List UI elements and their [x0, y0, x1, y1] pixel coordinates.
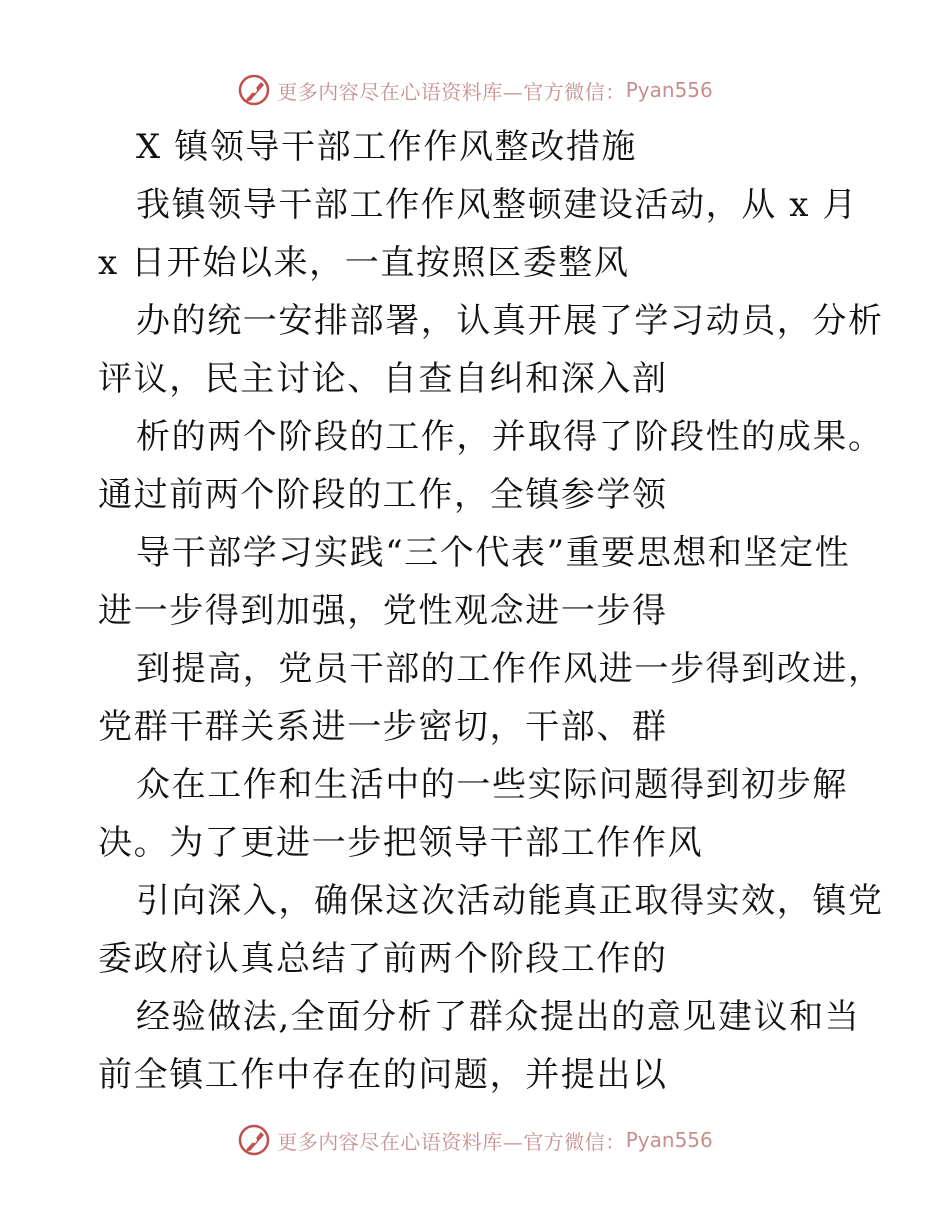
- paragraph-line: 前全镇工作中存在的问题，并提出以: [98, 1055, 668, 1095]
- paragraph-line: 通过前两个阶段的工作，全镇参学领: [98, 475, 668, 515]
- paragraph-line: 决。为了更进一步把领导干部工作作风: [98, 823, 704, 863]
- banner-text: 更多内容尽在心语资料库—官方微信：: [277, 1129, 626, 1154]
- quill-pen-logo-icon: [237, 1123, 271, 1157]
- banner-wechat-id: Pyan556: [625, 78, 713, 102]
- paragraph-line: 导干部学习实践“三个代表”重要思想和坚定性: [136, 533, 851, 573]
- banner-wechat-id: Pyan556: [625, 1128, 713, 1152]
- paragraph-line: 到提高，党员干部的工作作风进一步得到改进，: [136, 649, 884, 689]
- paragraph-line: 办的统一安排部署，认真开展了学习动员，分析: [136, 301, 884, 341]
- paragraph-line: 党群干群关系进一步密切，干部、群: [98, 707, 668, 747]
- paragraph-line: 进一步得到加强，党性观念进一步得: [98, 591, 668, 631]
- paragraph-line: 析的两个阶段的工作，并取得了阶段性的成果。: [136, 417, 884, 457]
- paragraph-line: 评议，民主讨论、自查自纠和深入剖: [98, 359, 668, 399]
- paragraph-line: 引向深入，确保这次活动能真正取得实效，镇党: [136, 881, 884, 921]
- footer-banner: [0, 1120, 950, 1160]
- quill-pen-logo-icon: [237, 73, 271, 107]
- paragraph-line: 委政府认真总结了前两个阶段工作的: [98, 939, 668, 979]
- paragraph-line: 众在工作和生活中的一些实际问题得到初步解: [136, 765, 848, 805]
- paragraph-line: 我镇领导干部工作作风整顿建设活动，从 x 月: [136, 185, 858, 225]
- paragraph-line: 经验做法,全面分析了群众提出的意见建议和当: [136, 997, 861, 1037]
- header-banner: [0, 70, 950, 110]
- document-title: X 镇领导干部工作作风整改措施: [136, 127, 638, 167]
- paragraph-line: x 日开始以来，一直按照区委整风: [98, 243, 630, 283]
- banner-text: 更多内容尽在心语资料库—官方微信：: [277, 79, 626, 104]
